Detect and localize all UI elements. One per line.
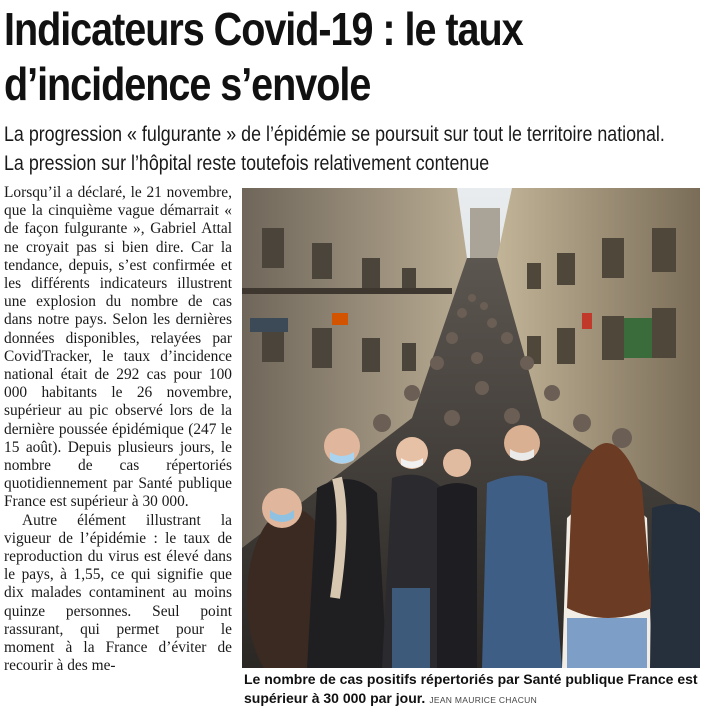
article-standfirst: La progression « fulgurante » de l’épidémie se poursuit sur tout le territoire national. La pression sur l’hôpital reste toutefois relativement contenue (4, 123, 665, 175)
article-body (4, 184, 232, 675)
street-crowd-photo (242, 188, 700, 668)
article-paragraph-2: Autre élément illustrant la vigueur de l’épidémie : le taux de reproduction du virus est élevé dans le pays, à 1,55, ce qui signifie que dix malades contaminent au moins quinze personnes. Seul point rassurant, qui permet pour le moment à la France d’éviter de recourir à des me- (4, 511, 232, 675)
article-paragraph-1: Lorsqu’il a déclaré, le 21 novembre, que la cinquième vague démarrait « de façon fulgurante », Gabriel Attal ne croyait pas si bien dire. Car la tendance, depuis, s’est confirmée et les différents indicateurs illustrent une explosion du nombre de cas dans notre pays. Selon les dernières données disponibles, relayées par CovidTracker, le taux d’incidence national était de 292 cas pour 100 000 habitants le 26 novembre, supérieur au pic observé lors de la dernière poussée épidémique (247 le 15 août). Depuis plusieurs jours, le nombre de cas répertoriés quotidiennement par Santé publique France est supérieur à 30 000. (4, 184, 232, 511)
photo-caption-block (244, 670, 704, 710)
photo-caption: Le nombre de cas positifs répertoriés par Santé publique France est supérieur à 30 000 par jour. (244, 671, 698, 706)
photo-credit: JEAN MAURICE CHACUN (429, 695, 538, 705)
article-headline: Indicateurs Covid-19 : le taux d’incidence s’envole (4, 3, 523, 110)
